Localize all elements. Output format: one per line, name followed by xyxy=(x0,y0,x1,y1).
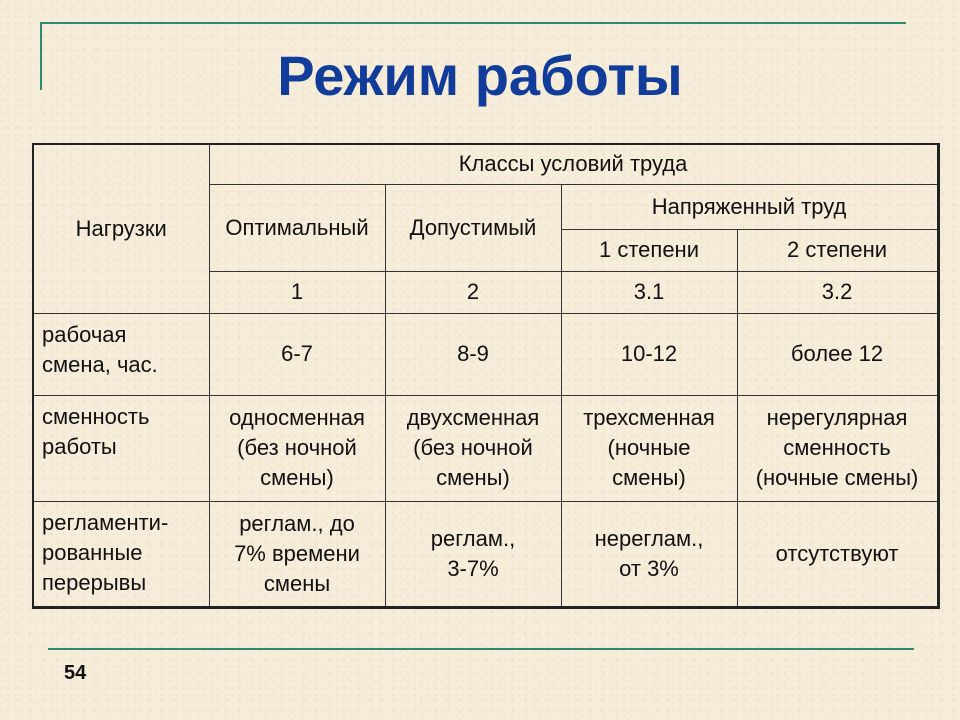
table-cell: 6-7 xyxy=(209,313,385,395)
table-cell: 8-9 xyxy=(385,313,561,395)
table-cell: нерегулярная сменность (ночные смены) xyxy=(737,395,938,501)
table-cell: реглам., до 7% времени смены xyxy=(209,501,385,607)
class-code: 3.1 xyxy=(561,271,737,313)
class-code: 1 xyxy=(209,271,385,313)
bottom-decor-line xyxy=(48,648,914,650)
header-classes: Классы условий труда xyxy=(209,144,938,184)
table-cell: отсутствуют xyxy=(737,501,938,607)
class-code: 2 xyxy=(385,271,561,313)
header-degree-1: 1 степени xyxy=(561,229,737,271)
table-cell: 10-12 xyxy=(561,313,737,395)
work-regime-table xyxy=(32,143,940,609)
header-loads: Нагрузки xyxy=(33,144,209,313)
row-label-breaks: регламенти- рованные перерывы xyxy=(33,501,209,607)
header-stressful: Напряженный труд xyxy=(561,184,938,229)
page-number: 54 xyxy=(64,662,87,684)
slide-title: Режим работы xyxy=(277,44,683,107)
table-cell: односменная (без ночной смены) xyxy=(209,395,385,501)
table-cell: нереглам., от 3% xyxy=(561,501,737,607)
class-code: 3.2 xyxy=(737,271,938,313)
header-degree-2: 2 степени xyxy=(737,229,938,271)
top-decor-line xyxy=(40,22,906,24)
table-cell: двухсменная (без ночной смены) xyxy=(385,395,561,501)
table-cell: более 12 xyxy=(737,313,938,395)
header-acceptable: Допустимый xyxy=(385,184,561,271)
table-cell: реглам., 3-7% xyxy=(385,501,561,607)
header-optimal: Оптимальный xyxy=(209,184,385,271)
row-label-shift-pattern: сменность работы xyxy=(33,395,209,501)
table-cell: трехсменная (ночные смены) xyxy=(561,395,737,501)
row-label-shift-hours: рабочая смена, час. xyxy=(33,313,209,395)
